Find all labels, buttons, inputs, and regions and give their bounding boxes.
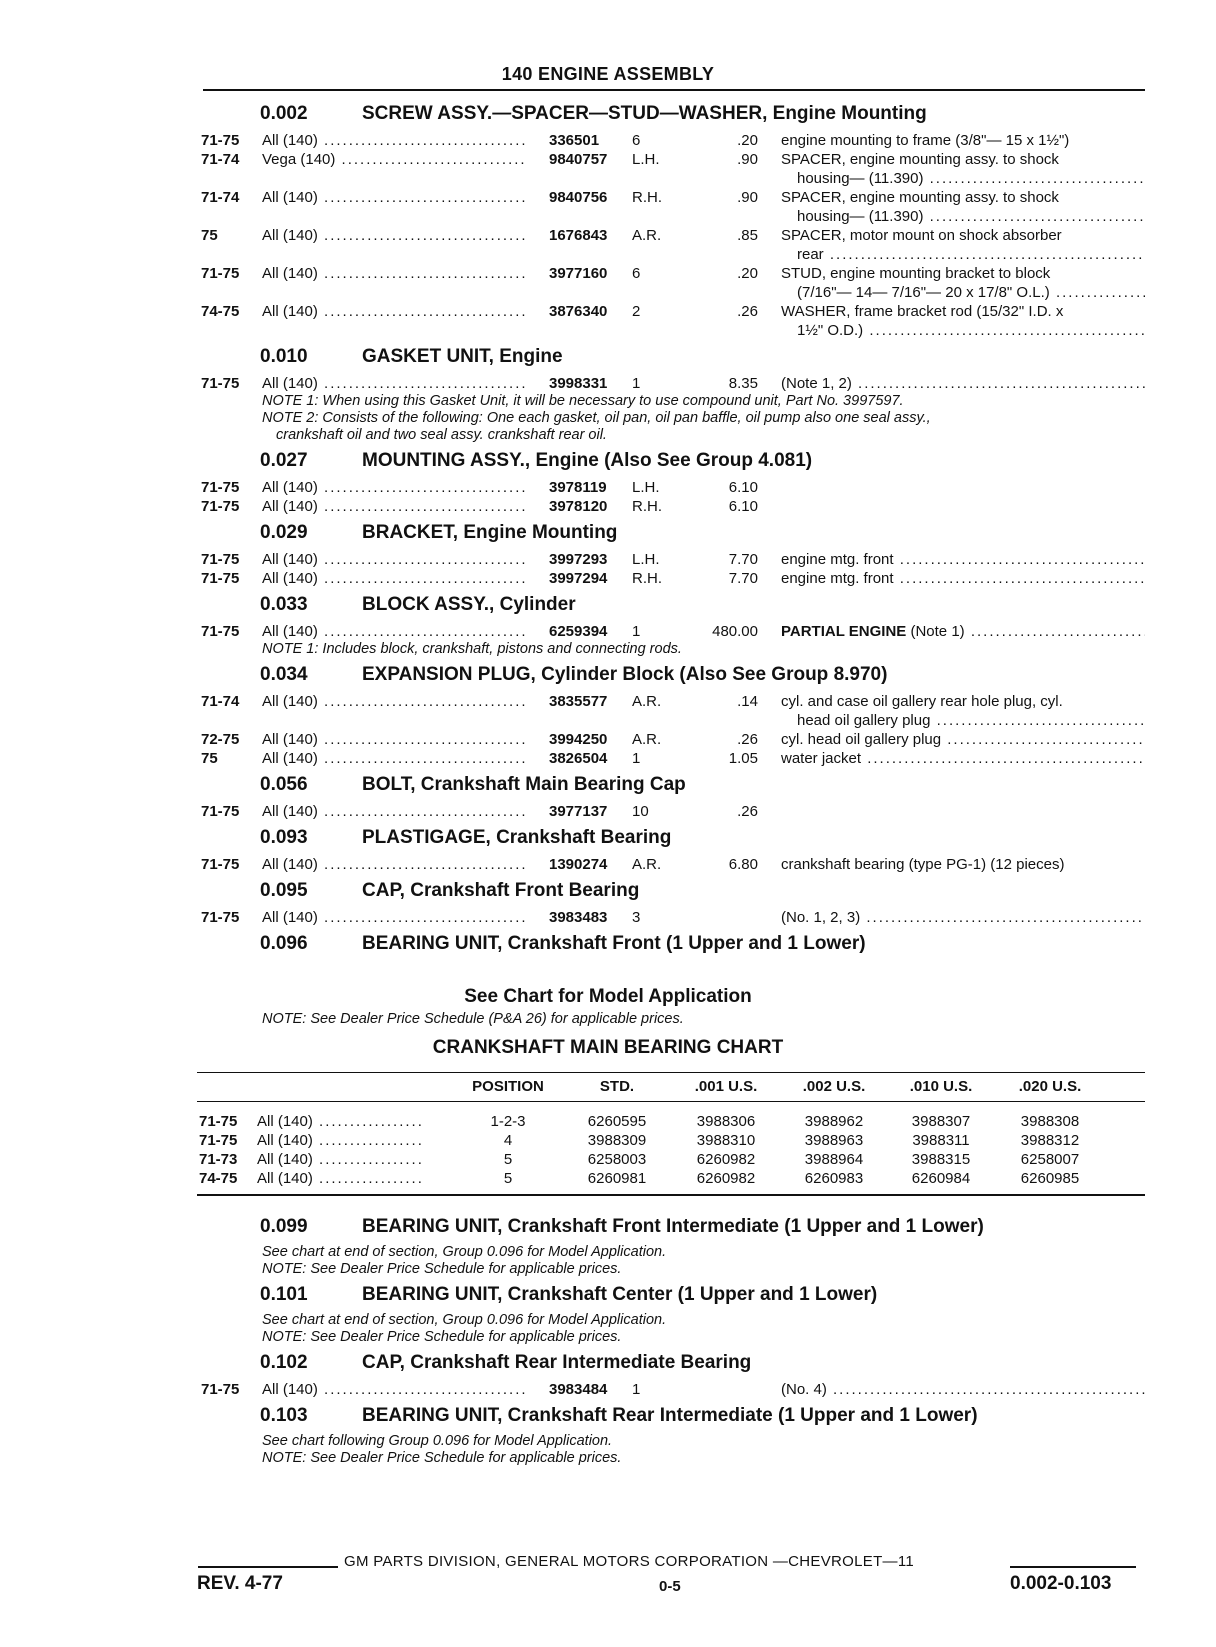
part-number: 1390274 <box>549 856 608 873</box>
group-heading <box>0 880 1216 906</box>
part-number: 3977137 <box>549 803 608 820</box>
part-number: 3826504 <box>549 750 608 767</box>
part-row <box>0 692 1216 730</box>
model: All (140) ..... <box>262 692 526 711</box>
model: All (140) ..... <box>262 908 526 927</box>
group-heading <box>0 103 1216 129</box>
price: .20 <box>737 265 758 282</box>
chart-cell: 6260981 <box>587 1170 647 1187</box>
model: All (140) ..... <box>262 855 526 874</box>
model: All (140) ..... <box>262 497 526 516</box>
group-heading <box>0 664 1216 690</box>
group-heading <box>0 1216 1216 1242</box>
description: (Note 1) <box>910 623 965 640</box>
quantity: 1 <box>632 375 641 392</box>
description: WASHER, frame bracket rod (15/32" I.D. x <box>781 303 1064 320</box>
catalog-content <box>0 103 1216 1467</box>
year-range: 71-75 <box>201 375 240 392</box>
chart-cell: 6260595 <box>587 1113 647 1130</box>
quantity: L.H. <box>632 551 660 568</box>
price: 7.70 <box>728 570 758 587</box>
quantity: R.H. <box>632 498 662 515</box>
group-number: 0.029 <box>260 522 308 543</box>
model: All (140) ..... <box>262 749 526 768</box>
price: .14 <box>737 693 758 710</box>
price: .85 <box>737 227 758 244</box>
part-number: 336501 <box>549 132 600 149</box>
price: 6.10 <box>728 498 758 515</box>
group-number: 0.101 <box>260 1284 308 1305</box>
description: SPACER, engine mounting assy. to shock <box>781 189 1059 206</box>
footer-rule-right <box>1010 1566 1136 1568</box>
model: All (140) ..... <box>257 1150 463 1169</box>
description: SPACER, engine mounting assy. to shock <box>781 151 1059 168</box>
chart-cell: 5 <box>503 1170 513 1187</box>
note: NOTE 1: When using this Gasket Unit, it will be necessary to use compound unit, Part No. 3997597. <box>262 393 904 409</box>
group-heading <box>0 933 1216 959</box>
chart-rule-header <box>197 1101 1145 1102</box>
note: NOTE: See Dealer Price Schedule for applicable prices. <box>262 1329 622 1345</box>
note: See chart following Group 0.096 for Model Application. <box>262 1433 613 1449</box>
model: All (140) ..... <box>262 1380 526 1399</box>
model: All (140) ..... <box>262 226 526 245</box>
column-header: POSITION <box>472 1078 544 1095</box>
model: All (140) ..... <box>262 131 526 150</box>
page-title: 140 ENGINE ASSEMBLY <box>501 64 715 84</box>
group-heading <box>0 774 1216 800</box>
chart-row <box>0 1150 1216 1169</box>
part-number: 3994250 <box>549 731 608 748</box>
quantity: A.R. <box>632 856 662 873</box>
year-range: 71-75 <box>201 551 240 568</box>
group-number: 0.103 <box>260 1405 308 1426</box>
chart-rule-bottom <box>197 1194 1145 1196</box>
group-title: MOUNTING ASSY., Engine (Also See Group 4.081) <box>362 450 813 471</box>
year-range: 75 <box>201 750 218 767</box>
model: Vega (140) ..... <box>262 150 526 169</box>
group-title: BEARING UNIT, Crankshaft Rear Intermediate (1 Upper and 1 Lower) <box>362 1405 978 1426</box>
quantity: 2 <box>632 303 641 320</box>
note: NOTE 2: Consists of the following: One each gasket, oil pan, oil pan baffle, oil pump also one seal assy., <box>262 410 931 426</box>
part-row <box>0 374 1216 393</box>
price: 480.00 <box>712 623 758 640</box>
column-header: .001 U.S. <box>694 1078 758 1095</box>
model: All (140) ..... <box>262 478 526 497</box>
group-number: 0.095 <box>260 880 308 901</box>
part-number: 9840757 <box>549 151 608 168</box>
year-range: 71-75 <box>201 909 240 926</box>
group-heading <box>0 522 1216 548</box>
part-row <box>0 150 1216 188</box>
part-row <box>0 749 1216 768</box>
part-row <box>0 855 1216 874</box>
year-range: 71-74 <box>201 151 240 168</box>
price: 8.35 <box>728 375 758 392</box>
model: All (140) ..... <box>262 374 526 393</box>
description: STUD, engine mounting bracket to block <box>781 265 1051 282</box>
model: All (140) ..... <box>262 730 526 749</box>
price: .90 <box>737 151 758 168</box>
column-header: .002 U.S. <box>802 1078 866 1095</box>
note: NOTE: See Dealer Price Schedule (P&A 26) for applicable prices. <box>262 1011 684 1027</box>
part-row <box>0 730 1216 749</box>
group-title: GASKET UNIT, Engine <box>362 346 563 367</box>
column-header: .020 U.S. <box>1018 1078 1082 1095</box>
part-number: 3978120 <box>549 498 608 515</box>
group-title: CAP, Crankshaft Rear Intermediate Bearing <box>362 1352 752 1373</box>
description: cyl. head oil gallery plug ..... <box>781 730 1145 749</box>
quantity: R.H. <box>632 570 662 587</box>
year-range: 71-75 <box>201 479 240 496</box>
quantity: L.H. <box>632 479 660 496</box>
group-number: 0.102 <box>260 1352 308 1373</box>
chart-cell: 3988308 <box>1020 1113 1080 1130</box>
group-number: 0.099 <box>260 1216 308 1237</box>
description: engine mtg. front ..... <box>781 569 1145 588</box>
quantity: 1 <box>632 623 641 640</box>
group-heading <box>0 450 1216 476</box>
year-range: 71-75 <box>201 803 240 820</box>
part-row <box>0 264 1216 302</box>
chart-row <box>0 1131 1216 1150</box>
model: All (140) ..... <box>257 1112 463 1131</box>
year-range: 71-75 <box>201 132 240 149</box>
model: All (140) ..... <box>262 264 526 283</box>
part-row <box>0 131 1216 150</box>
chart-cell: 3988963 <box>804 1132 864 1149</box>
group-title: BEARING UNIT, Crankshaft Center (1 Upper and 1 Lower) <box>362 1284 878 1305</box>
group-heading <box>0 1284 1216 1310</box>
model: All (140) ..... <box>257 1169 463 1188</box>
group-number: 0.096 <box>260 933 308 954</box>
price: 7.70 <box>728 551 758 568</box>
part-row <box>0 802 1216 821</box>
year-range: 71-75 <box>199 1113 238 1130</box>
description: (No. 1, 2, 3) ..... <box>781 908 1145 927</box>
model: All (140) ..... <box>262 569 526 588</box>
note: NOTE 1: Includes block, crankshaft, pistons and connecting rods. <box>262 641 682 657</box>
part-row <box>0 550 1216 569</box>
description-continued: head oil gallery plug ..... <box>781 711 1145 730</box>
part-number: 3983483 <box>549 909 608 926</box>
note: See chart at end of section, Group 0.096 for Model Application. <box>262 1312 667 1328</box>
price: 6.80 <box>728 856 758 873</box>
year-range: 71-75 <box>201 265 240 282</box>
group-title: BOLT, Crankshaft Main Bearing Cap <box>362 774 686 795</box>
chart-cell: 5 <box>503 1151 513 1168</box>
quantity: 1 <box>632 1381 641 1398</box>
quantity: A.R. <box>632 227 662 244</box>
part-row <box>0 622 1216 641</box>
chart-cell: 3988312 <box>1020 1132 1080 1149</box>
footer-revision: REV. 4-77 <box>197 1573 283 1594</box>
chart-cell: 1-2-3 <box>490 1113 526 1130</box>
chart-cell: 3988315 <box>911 1151 971 1168</box>
year-range: 71-75 <box>201 623 240 640</box>
note: See chart at end of section, Group 0.096 for Model Application. <box>262 1244 667 1260</box>
chart-cell: 6260982 <box>696 1170 756 1187</box>
group-number: 0.027 <box>260 450 308 471</box>
part-number: 3977160 <box>549 265 608 282</box>
quantity: 10 <box>632 803 649 820</box>
description: engine mtg. front ..... <box>781 550 1145 569</box>
group-number: 0.002 <box>260 103 308 124</box>
model: All (140) ..... <box>262 802 526 821</box>
chart-cell: 6260984 <box>911 1170 971 1187</box>
part-number: 3876340 <box>549 303 608 320</box>
description: water jacket ..... <box>781 749 1145 768</box>
part-number: 3983484 <box>549 1381 608 1398</box>
quantity: 1 <box>632 750 641 767</box>
footer-page-number: 0-5 <box>659 1578 681 1595</box>
note: NOTE: See Dealer Price Schedule for applicable prices. <box>262 1450 622 1466</box>
chart-cell: 3988306 <box>696 1113 756 1130</box>
note-continued: crankshaft oil and two seal assy. crankshaft rear oil. <box>276 427 607 443</box>
year-range: 71-75 <box>199 1132 238 1149</box>
part-row <box>0 478 1216 497</box>
chart-cell: 6260982 <box>696 1151 756 1168</box>
part-row <box>0 302 1216 340</box>
group-heading <box>0 1405 1216 1431</box>
group-title: BRACKET, Engine Mounting <box>362 522 618 543</box>
part-row <box>0 188 1216 226</box>
part-number: 1676843 <box>549 227 608 244</box>
year-range: 74-75 <box>201 303 240 320</box>
description-continued: housing— (11.390) ..... <box>781 169 1145 188</box>
quantity: L.H. <box>632 151 660 168</box>
see-chart-heading: See Chart for Model Application <box>464 986 752 1007</box>
year-range: 71-75 <box>201 570 240 587</box>
year-range: 74-75 <box>199 1170 238 1187</box>
price: .26 <box>737 731 758 748</box>
chart-row <box>0 1112 1216 1131</box>
chart-cell: 3988309 <box>587 1132 647 1149</box>
part-row <box>0 1380 1216 1399</box>
model: All (140) ..... <box>257 1131 463 1150</box>
group-number: 0.010 <box>260 346 308 367</box>
quantity: A.R. <box>632 731 662 748</box>
part-number: 9840756 <box>549 189 608 206</box>
group-heading <box>0 346 1216 372</box>
group-title: PLASTIGAGE, Crankshaft Bearing <box>362 827 672 848</box>
year-range: 71-74 <box>201 693 240 710</box>
chart-cell: 4 <box>503 1132 513 1149</box>
part-number: 3835577 <box>549 693 608 710</box>
description: SPACER, motor mount on shock absorber <box>781 227 1062 244</box>
group-title: BEARING UNIT, Crankshaft Front Intermediate (1 Upper and 1 Lower) <box>362 1216 984 1237</box>
group-title: BEARING UNIT, Crankshaft Front (1 Upper and 1 Lower) <box>362 933 866 954</box>
part-number: 3998331 <box>549 375 608 392</box>
price: 1.05 <box>728 750 758 767</box>
description-continued: rear ..... <box>781 245 1145 264</box>
part-row <box>0 497 1216 516</box>
price: .20 <box>737 132 758 149</box>
chart-cell: 3988962 <box>804 1113 864 1130</box>
price: .90 <box>737 189 758 206</box>
group-title: EXPANSION PLUG, Cylinder Block (Also See Group 8.970) <box>362 664 888 685</box>
description-bold: PARTIAL ENGINE <box>781 623 907 640</box>
year-range: 71-75 <box>201 1381 240 1398</box>
group-number: 0.033 <box>260 594 308 615</box>
description: crankshaft bearing (type PG-1) (12 pieces) <box>781 856 1065 873</box>
description-continued: 1½" O.D.) ..... <box>781 321 1145 340</box>
part-row <box>0 226 1216 264</box>
chart-cell: 3988310 <box>696 1132 756 1149</box>
year-range: 71-75 <box>201 856 240 873</box>
quantity: 6 <box>632 265 641 282</box>
quantity: 6 <box>632 132 641 149</box>
group-heading <box>0 827 1216 853</box>
footer-rule-left <box>198 1566 338 1568</box>
price: 6.10 <box>728 479 758 496</box>
description-continued: (7/16"— 14— 7/16"— 20 x 17/8" O.L.) ..... <box>781 283 1145 302</box>
year-range: 71-73 <box>199 1151 238 1168</box>
title-rule <box>203 89 1145 91</box>
description: engine mounting to frame (3/8"— 15 x 1½") <box>781 132 1070 149</box>
chart-cell: 3988964 <box>804 1151 864 1168</box>
description-continued: housing— (11.390) ..... <box>781 207 1145 226</box>
year-range: 72-75 <box>201 731 240 748</box>
year-range: 71-74 <box>201 189 240 206</box>
footer-group-range: 0.002-0.103 <box>1010 1573 1112 1594</box>
part-row <box>0 908 1216 927</box>
chart-cell: 6260983 <box>804 1170 864 1187</box>
chart-row <box>0 1169 1216 1188</box>
part-number: 3978119 <box>549 479 607 496</box>
column-header: STD. <box>599 1078 635 1095</box>
group-title: BLOCK ASSY., Cylinder <box>362 594 576 615</box>
model: All (140) ..... <box>262 550 526 569</box>
year-range: 75 <box>201 227 218 244</box>
chart-cell: 3988311 <box>912 1132 970 1149</box>
year-range: 71-75 <box>201 498 240 515</box>
group-number: 0.093 <box>260 827 308 848</box>
part-number: 3997294 <box>549 570 608 587</box>
chart-title: CRANKSHAFT MAIN BEARING CHART <box>432 1037 784 1058</box>
price: .26 <box>737 803 758 820</box>
description: cyl. and case oil gallery rear hole plug, cyl. <box>781 693 1063 710</box>
quantity: 3 <box>632 909 641 926</box>
part-number: 6259394 <box>549 623 608 640</box>
chart-header-row <box>0 1073 1216 1101</box>
column-header: .010 U.S. <box>909 1078 973 1095</box>
description: (Note 1, 2) ..... <box>781 374 1145 393</box>
price: .26 <box>737 303 758 320</box>
group-title: CAP, Crankshaft Front Bearing <box>362 880 640 901</box>
group-number: 0.034 <box>260 664 308 685</box>
quantity: R.H. <box>632 189 662 206</box>
group-heading <box>0 1352 1216 1378</box>
model: All (140) ..... <box>262 622 526 641</box>
chart-cell: 6258003 <box>587 1151 647 1168</box>
description: (No. 4) ..... <box>781 1380 1145 1399</box>
note: NOTE: See Dealer Price Schedule for applicable prices. <box>262 1261 622 1277</box>
part-number: 3997293 <box>549 551 608 568</box>
model: All (140) ..... <box>262 188 526 207</box>
chart-cell: 3988307 <box>911 1113 971 1130</box>
quantity: A.R. <box>632 693 662 710</box>
model: All (140) ..... <box>262 302 526 321</box>
chart-cell: 6260985 <box>1020 1170 1080 1187</box>
group-number: 0.056 <box>260 774 308 795</box>
part-row <box>0 569 1216 588</box>
footer-publisher: GM PARTS DIVISION, GENERAL MOTORS CORPORATION —CHEVROLET—11 <box>344 1553 915 1570</box>
group-heading <box>0 594 1216 620</box>
chart-cell: 6258007 <box>1020 1151 1080 1168</box>
group-title: SCREW ASSY.—SPACER—STUD—WASHER, Engine Mounting <box>362 103 927 124</box>
